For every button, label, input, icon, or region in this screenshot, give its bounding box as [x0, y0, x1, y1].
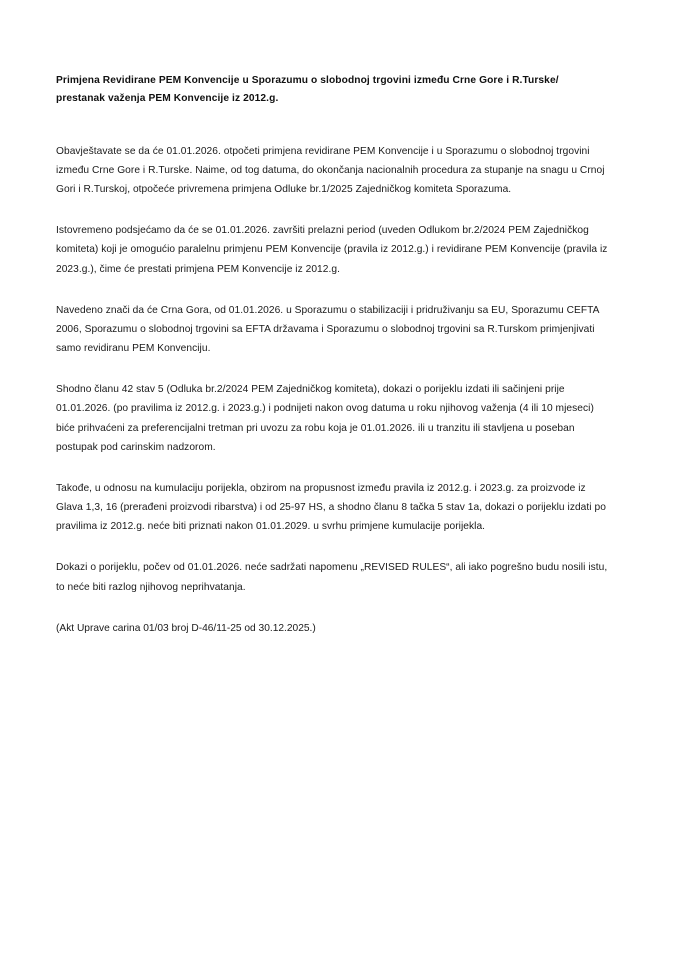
- paragraph-spacer: [56, 279, 608, 301]
- paragraph-spacer: [56, 457, 608, 479]
- paragraph-1: Obavještavate se da će 01.01.2026. otpočeti primjena revidirane PEM Konvencije i u Sporazumu o slobodnoj trgovini između Crne Gore i R.Turske. Naime, od tog datuma, do okončanja nacionalnih procedura za stupanje na snagu u Crnoj Gori i R.Turskoj, otpočeće privremena primjena Odluke br.1/2025 Zajedničkog komiteta Sporazuma.: [56, 145, 605, 196]
- paragraph-5: Takođe, u odnosu na kumulaciju porijekla, obzirom na propusnost između pravila iz 2012.g. i 2023.g. za proizvode iz Glava 1,3, 16 (prerađeni proizvodi ribarstva) i od 25-97 HS, a shodno članu 8 tačka 5 stav 1a, dokazi o porijeklu izdati po pravilima iz 2012.g. neće biti priznati nakon 01.01.2029. u svrhu primjene kumulacije porijekla.: [56, 482, 606, 533]
- title-spacer: [56, 108, 608, 142]
- document-body: [56, 72, 608, 638]
- footer-note: (Akt Uprave carina 01/03 broj D-46/11-25 od 30.12.2025.): [56, 622, 316, 634]
- page-title-line-2: prestanak važenja PEM Konvencije iz 2012.g.: [56, 92, 279, 104]
- paragraph-4: Shodno članu 42 stav 5 (Odluka br.2/2024 PEM Zajedničkog komiteta), dokazi o porijeklu izdati ili sačinjeni prije 01.01.2026. (po pravilima iz 2012.g. i 2023.g.) i podnijeti nakon ovog datuma u roku njihovog važenja (4 ili 10 mjeseci) biće prihvaćeni za preferencijalni tretman pri uvozu za robu koja je 01.01.2026. ili u tranzitu ili stavljena u poseban postupak pod carinskim nadzorom.: [56, 384, 594, 453]
- paragraph-spacer: [56, 536, 608, 558]
- paragraph-spacer: [56, 597, 608, 619]
- paragraph-spacer: [56, 199, 608, 221]
- page-title: [56, 72, 608, 108]
- page-title-line-1: Primjena Revidirane PEM Konvencije u Sporazumu o slobodnoj trgovini između Crne Gore i R.Turske/: [56, 75, 559, 86]
- paragraph-3: Navedeno znači da će Crna Gora, od 01.01.2026. u Sporazumu o stabilizaciji i pridruživanju sa EU, Sporazumu CEFTA 2006, Sporazumu o slobodnoj trgovini sa EFTA državama i Sporazumu o slobodnoj trgovini sa R.Turskom primjenjivati samo revidiranu PEM Konvenciju.: [56, 304, 599, 355]
- paragraph-6: Dokazi o porijeklu, počev od 01.01.2026. neće sadržati napomenu „REVISED RULES“, ali iako pogrešno budu nosili istu, to neće biti razlog njihovog neprihvatanja.: [56, 562, 608, 593]
- paragraph-spacer: [56, 358, 608, 380]
- paragraph-2: Istovremeno podsjećamo da će se 01.01.2026. završiti prelazni period (uveden Odlukom br.2/2024 PEM Zajedničkog komiteta) koji je omogućio paralelnu primjenu PEM Konvencije (pravila iz 2012.g.) i revidirane PEM Konvencije (pravila iz 2023.g.), čime će prestati primjena PEM Konvencije iz 2012.g.: [56, 225, 608, 275]
